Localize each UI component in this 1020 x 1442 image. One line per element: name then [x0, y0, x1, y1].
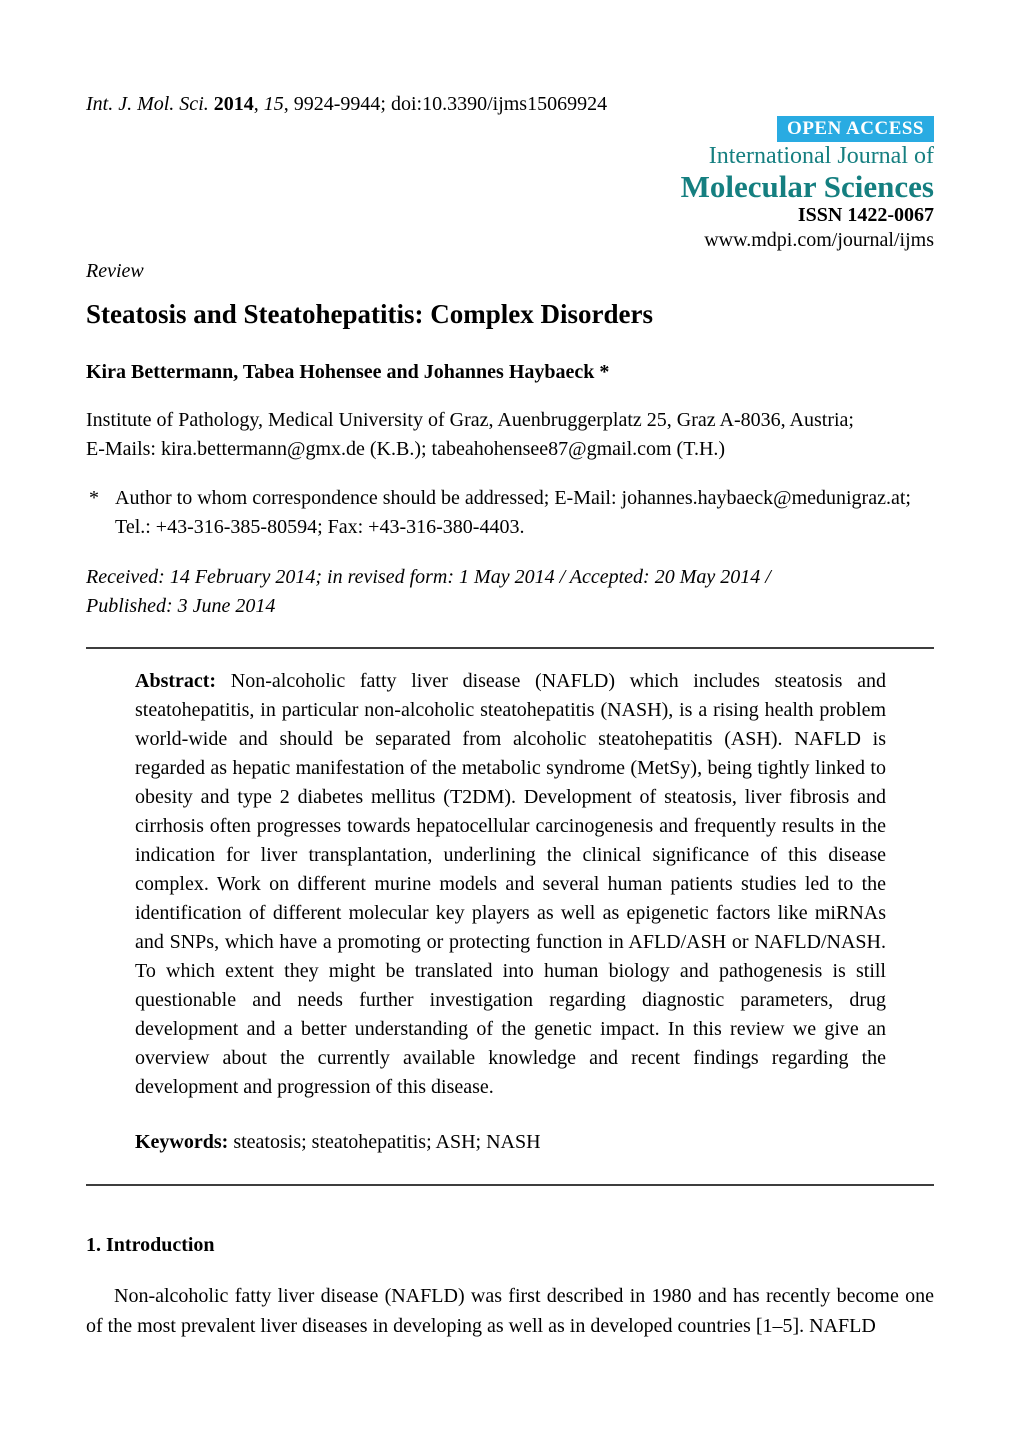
correspondence-line: Author to whom correspondence should be addressed; E-Mail: johannes.haybaeck@medunigraz.at;: [115, 487, 911, 509]
journal-masthead: [86, 116, 934, 253]
journal-website-link[interactable]: www.mdpi.com/journal/ijms: [704, 229, 934, 251]
section-heading-introduction: 1. Introduction: [86, 1234, 215, 1256]
abstract-paragraph: [135, 667, 886, 1102]
citation-separator: ,: [253, 93, 264, 115]
keywords-label: Keywords:: [135, 1131, 229, 1153]
keywords-line: [135, 1128, 886, 1157]
open-access-badge: OPEN ACCESS: [777, 116, 934, 142]
correspondence-line: Tel.: +43-316-385-80594; Fax: +43-316-380-4403.: [115, 516, 525, 538]
affiliation-line: E-Mails: kira.bettermann@gmx.de (K.B.); tabeahohensee87@gmail.com (T.H.): [86, 438, 726, 460]
article-title: Steatosis and Steatohepatitis: Complex Disorders: [86, 299, 653, 329]
correspondence-note: [86, 484, 934, 542]
keywords-text: steatosis; steatohepatitis; ASH; NASH: [228, 1131, 541, 1153]
affiliation-line: Institute of Pathology, Medical University of Graz, Auenbruggerplatz 25, Graz A-8036, Austria;: [86, 409, 854, 431]
open-access-row: [86, 116, 934, 142]
divider-rule: [86, 647, 934, 649]
citation-line: [86, 92, 934, 116]
journal-name: Molecular Sciences: [680, 169, 934, 204]
author-line: Kira Bettermann, Tabea Hohensee and Johannes Haybaeck *: [86, 361, 610, 383]
dates-line: Published: 3 June 2014: [86, 595, 276, 617]
divider-rule: [86, 1184, 934, 1186]
citation-year: 2014: [213, 93, 254, 115]
intro-paragraph: Non-alcoholic fatty liver disease (NAFLD) was first described in 1980 and has recently become one of the most prevalent liver diseases in developing as well as in developed countries [1–5]. NAFLD: [86, 1285, 934, 1337]
journal-abbrev: Int. J. Mol. Sci.: [86, 93, 214, 115]
journal-issn: ISSN 1422-0067: [797, 204, 934, 226]
dates-line: Received: 14 February 2014; in revised form: 1 May 2014 / Accepted: 20 May 2014 /: [86, 566, 771, 588]
journal-name-prefix: International Journal of: [708, 143, 934, 169]
article-dates: [86, 563, 934, 621]
abstract-label: Abstract:: [135, 670, 217, 692]
footnote-asterisk: *: [89, 487, 99, 509]
article-type-label: Review: [86, 260, 144, 282]
citation-volume: 15: [263, 93, 284, 115]
affiliation-block: [86, 406, 934, 464]
abstract-text: Non-alcoholic fatty liver disease (NAFLD) which includes steatosis and steatohepatitis, in particular non-alcoholic steatohepatitis (NASH), is a rising health problem world-wide and should be separated from alcoholic steatohepatitis (ASH). NAFLD is regarded as hepatic manifestation of the metabolic syndrome (MetSy), being tightly linked to obesity and type 2 diabetes mellitus (T2DM). Development of steatosis, liver fibrosis and cirrhosis often progresses towards hepatocellular carcinogenesis and frequently results in the indication for liver transplantation, underlining the clinical significance of this disease complex. Work on different murine models and several human patients studies led to the identification of different molecular key players as well as epigenetic factors like miRNAs and SNPs, which have a promoting or protecting function in AFLD/ASH or NAFLD/NASH. To which extent they might be translated into human biology and pathogenesis is still questionable and needs further investigation regarding diagnostic parameters, drug development and a better understanding of the genetic impact. In this review we give an overview about the currently available knowledge and recent findings regarding the development and progression of this disease.: [135, 670, 886, 1098]
citation-pages-doi: , 9924-9944; doi:10.3390/ijms15069924: [283, 93, 608, 115]
